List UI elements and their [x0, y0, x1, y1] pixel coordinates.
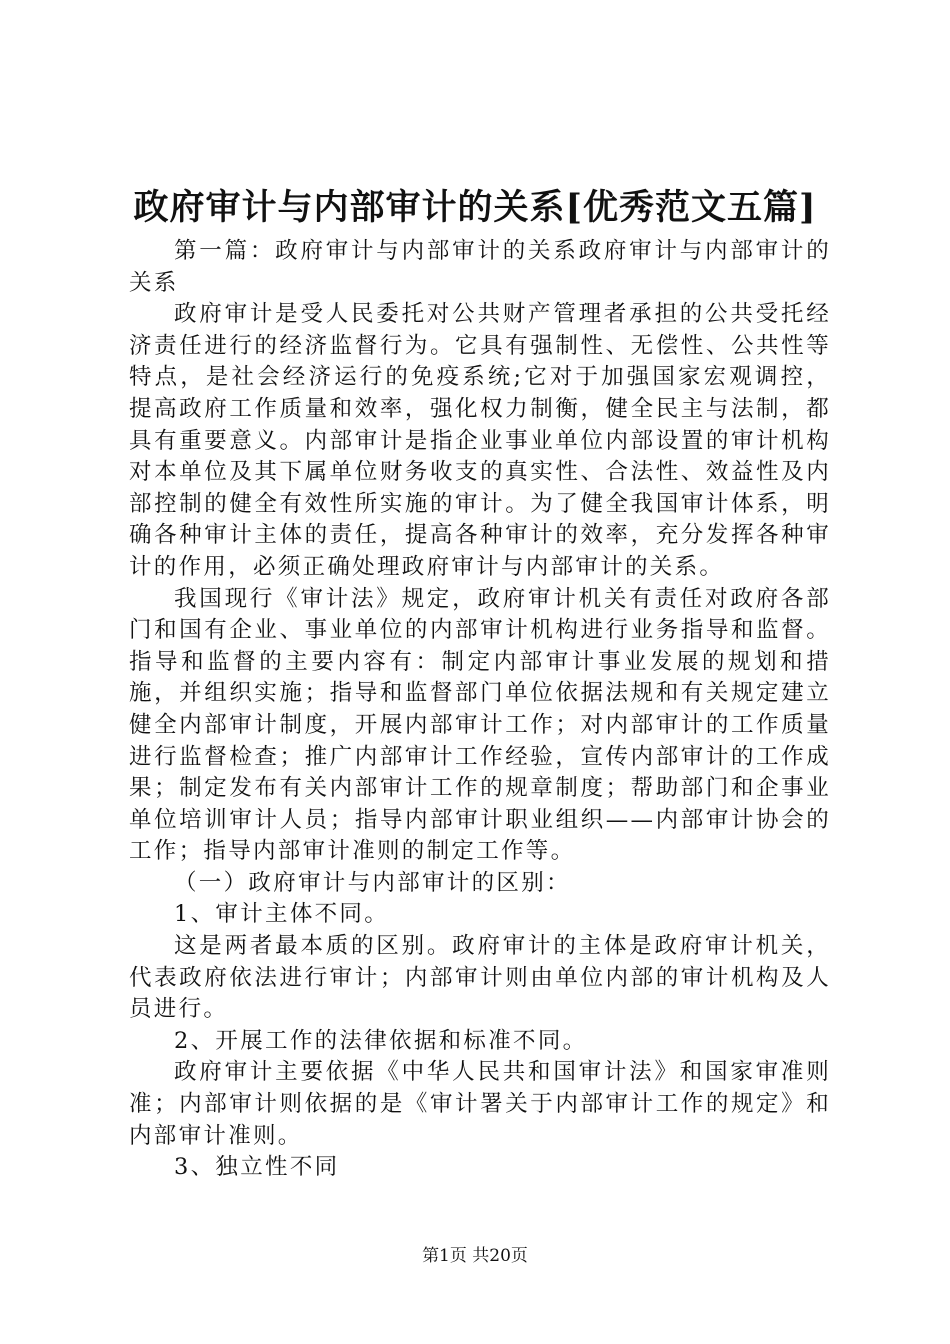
document-title: 政府审计与内部审计的关系[优秀范文五篇] [133, 187, 817, 228]
paragraph: （一）政府审计与内部审计的区别： [174, 869, 571, 896]
paragraph: 我国现行《审计法》规定，政府审计机关有责任对政府各部门和国有企业、事业单位的内部审计机构进行业务指导和监督。指导和监督的主要内容有：制定内部审计事业发展的规划和措施，并组织实施；指导和监督部门单位依据法规和有关规定建立健全内部审计制度，开展内部审计工作；对内部审计的工作质量进行监督检查；推广内部审计工作经验，宣传内部审计的工作成果；制定发布有关内部审计工作的规章制度；帮助部门和企事业单位培训审计人员；指导内部审计职业组织——内部审计协会的工作；指导内部审计准则的制定工作等。 [129, 585, 831, 865]
paragraph: 1、审计主体不同。 [174, 901, 390, 928]
document-body [129, 236, 831, 1184]
paragraph: 政府审计主要依据《中华人民共和国审计法》和国家审准则准；内部审计则依据的是《审计署关于内部审计工作的规定》和内部审计准则。 [129, 1059, 831, 1149]
paragraph: 政府审计是受人民委托对公共财产管理者承担的公共受托经济责任进行的经济监督行为。它具有强制性、无偿性、公共性等特点，是社会经济运行的免疫系统;它对于加强国家宏观调控，提高政府工作质量和效率，强化权力制衡，健全民主与法制，都具有重要意义。内部审计是指企业事业单位内部设置的审计机构对本单位及其下属单位财务收支的真实性、合法性、效益性及内部控制的健全有效性所实施的审计。为了健全我国审计体系，明确各种审计主体的责任，提高各种审计的效率，充分发挥各种审计的作用，必须正确处理政府审计与内部审计的关系。 [129, 301, 831, 580]
paragraph: 3、独立性不同 [174, 1154, 340, 1181]
page-footer: 第1页 共20页 [422, 1246, 528, 1266]
paragraph: 这是两者最本质的区别。政府审计的主体是政府审计机关，代表政府依法进行审计；内部审计则由单位内部的审计机构及人员进行。 [129, 933, 831, 1023]
paragraph: 2、开展工作的法律依据和标准不同。 [174, 1027, 588, 1054]
paragraph: 第一篇：政府审计与内部审计的关系政府审计与内部审计的关系 [129, 238, 831, 296]
